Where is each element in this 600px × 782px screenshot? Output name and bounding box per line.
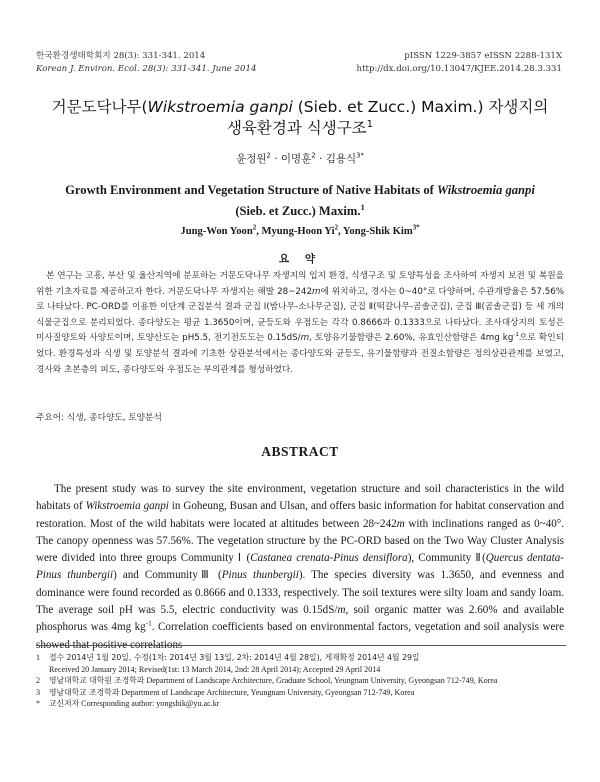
paper-title-english: Growth Environment and Vegetation Structure of Native Habitats of Wikstroemia ganpi (Sieb. et Zucc.) Maxim.$^1$ <box>65 183 535 218</box>
footnote-affiliation-2: 2 영남대학교 대학원 조경학과 Department of Landscape Architecture, Graduate School, Yeungnam University, Gyeongsan 712-749, Korea <box>36 676 498 686</box>
abstract-heading: ABSTRACT <box>261 444 339 459</box>
doi-link[interactable]: http://dx.doi.org/10.13047/KJEE.2014.28.3.331 <box>356 64 562 74</box>
species-name: Wikstroemia ganpi <box>147 98 293 116</box>
footnote-divider <box>36 645 566 646</box>
paper-title-korean: 거문도닥나무(Wikstroemia ganpi (Sieb. et Zucc.) Maxim.) 자생지의 생육환경과 식생구조$^1$ <box>51 98 549 137</box>
issn: pISSN 1229-3857 eISSN 2288-131X <box>404 51 562 61</box>
abstract-body: The present study was to survey the site environment, vegetation structure and soil characteristics in the wild habitats of Wikstroemia ganpi in Goheung, Busan and Ulsan, and offers basic information for habitat conservation and restoration. Most of the wild habitats were located at altitudes between 28~242m with inclinations ranged as 0~40°. The canopy openness was 57.56%. The vegetation structure by the PC-ORD based on the Two Way Cluster Analysis were divided into three groups Community Ⅰ (Castanea crenata-Pinus densiflora), Community Ⅱ(Quercus dentata-Pinus thunbergii) and CommunityⅢ (Pinus thunbergii). The species diversity was 1.3650, and evenness and dominance were found recorded as 0.8666 and 0.1333, respectively. The soil textures were silty loam and sandy loam. The average soil pH was 5.5, electric conductivity was 0.15dS/m, soil organic matter was 2.60% and available phosphorus was 4mg $kg^{-1}$. Correlation coefficients based on environmental factors, vegetation and soil analysis were showed that positive correlations <box>36 483 565 651</box>
journal-header-right <box>357 50 562 76</box>
keywords-korean: 주요어: 식생, 종다양도, 토양분석 <box>36 413 162 423</box>
korean-abstract-body: 본 연구는 고흥, 부산 및 울산지역에 분포하는 거문도닥나무 자생지의 입지 환경, 식생구조 및 토양특성을 조사하여 자생지 보전 및 복원을 위한 기초자료를 제공하고자 한다. 거문도닥나무 자생지는 해발 28~242m에 위치하고, 경사는 0~40°로 다양하며, 수관개방율은 57.56%로 나타났다. PC-ORD를 이용한 이단계 군집분석 결과 군집 Ⅰ(밤나무-소나무군집), 군집 Ⅱ(떡갈나무-곰솔군집), 군집 Ⅲ(곰솔군집) 등 세 개의 식물군집으로 분리되었다. 종다양도는 평균 1.3650이며, 균등도와 우점도는 각각 0.8666과 0.1333으로 나타났다. 조사대상지의 토성은 미사질양토와 사양토이며, 토양산도는 pH5.5, 전기전도도는 0.15dS/m, 토양유기물함량은 2.60%, 유효인산함량은 4mg $kg^{-1}$으로 확인되었다. 환경특성과 식생 및 토양분석 결과에 기초한 상관분석에서는 종다양도와 균등도, 유기물함량과 전질소함량은 정의상관관계를 보였고, 경사와 초본층의 피도, 종다양도와 우점도는 부의관계를 형성하였다. <box>36 271 565 375</box>
journal-name-english: Korean J. Environ. Ecol. 28(3): 331-341. June 2014 <box>36 64 257 74</box>
authors-english: Jung-Won Yoon$^2$, Myung-Hoon Yi$^2$, Yong-Shik Kim$^{3*}$ <box>180 224 420 237</box>
authors-korean: 윤정원$^2$ · 이명훈$^2$ · 김용식$^{3*}$ <box>236 151 364 165</box>
footnote-received: 1 접수 2014년 1월 20일, 수정(1차: 2014년 3월 13일, 2차: 2014년 4월 28일), 게재확정 2014년 4월 29일 Received 20 January 2014; Revised(1st: 13 March 2014, 2nd: 28 April 2014); Accepted 29 April 2014 <box>36 653 420 674</box>
species-name-english-title: Wikstroemia ganpi <box>437 183 535 197</box>
footnote-corresponding-author: * 교신저자 Corresponding author: yongshik@yu.ac.kr <box>36 699 220 709</box>
journal-header-left <box>36 50 256 76</box>
footnote-affiliation-3: 3 영남대학교 조경학과 Department of Landscape Architecture, Yeungnam University, Gyeongsan 712-749, Korea <box>36 687 415 697</box>
korean-abstract-heading: 요 약 <box>279 253 321 265</box>
journal-name-korean: 한국환경생태학회지 28(3): 331-341. 2014 <box>36 51 206 61</box>
footnotes <box>36 652 564 710</box>
